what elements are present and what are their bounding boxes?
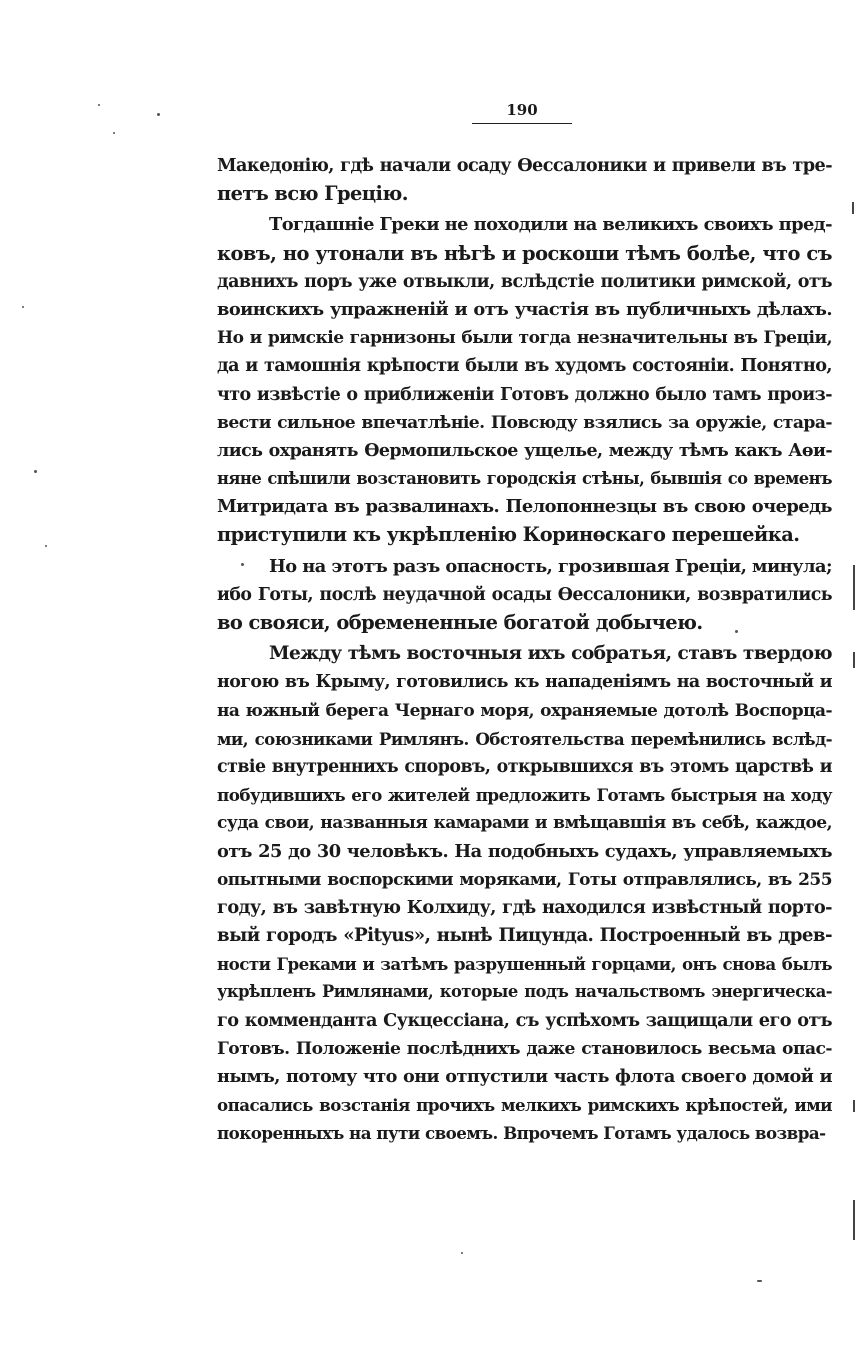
text-line: отъ 25 до 30 человѣкъ. На подобныхъ судахъ, управляемыхъ [217, 840, 832, 862]
scan-edge-mark [853, 565, 855, 610]
scan-speck [22, 306, 24, 308]
text-line: Митридата въ развалинахъ. Пелопоннезцы въ свою очередь [217, 496, 832, 518]
page-number: 190 [506, 101, 538, 119]
page-number-rule [472, 123, 572, 124]
text-line: что извѣстіе о приближеніи Готовъ должно было тамъ произ- [217, 384, 832, 405]
text-line: го коммендантa Сукцессіана, съ успѣхомъ защищали его отъ [217, 1009, 832, 1031]
text-line: укрѣпленъ Римлянами, которые подъ начальствомъ энергическа- [217, 982, 832, 1002]
text-line: во свояси, обремененные богатой добычею. [217, 611, 703, 634]
scan-edge-mark [852, 202, 854, 214]
text-line: воинскихъ упражненій и отъ участія въ публичныхъ дѣлахъ. [217, 298, 832, 320]
scan-speck [34, 470, 37, 473]
scan-edge-mark [853, 1100, 855, 1112]
scan-speck [45, 545, 47, 547]
scan-speck [157, 113, 160, 116]
scan-speck [113, 132, 115, 134]
text-line: ногою въ Крыму, готовились къ нападеніямъ на восточный и [217, 672, 832, 693]
text-line: лись охранять Өермопильское ущелье, между тѣмъ какъ Аөи- [217, 440, 832, 461]
text-line: покоренныхъ на пути своемъ. Впрочемъ Готамъ удалось возвра- [217, 1123, 826, 1144]
body-text [217, 152, 832, 1148]
scan-edge-mark [853, 1200, 855, 1240]
text-line: Готовъ. Положеніе послѣднихъ даже становилось весьма опас- [217, 1038, 832, 1059]
scan-speck [98, 104, 100, 106]
text-line: опасались возстанія прочихъ мелкихъ римскихъ крѣпостей, ими [217, 1095, 832, 1116]
text-line: Между тѣмъ восточныя ихъ собратья, ставъ твердою [269, 643, 832, 665]
text-line: году, въ завѣтную Колхиду, гдѣ находился извѣстный порто- [217, 896, 832, 918]
text-line: ми, союзниками Римлянъ. Обстоятельства перемѣнились вслѣд- [217, 728, 832, 749]
text-line: суда свои, названныя камарами и вмѣщавшія въ себѣ, каждое, [217, 813, 832, 834]
text-line: да и тамошнія крѣпости были въ худомъ состояніи. Понятно, [217, 355, 832, 377]
text-line: вый городъ «Pityus», нынѣ Пицунда. Построенный въ древ- [217, 925, 832, 947]
text-line: опытными воспорскими моряками, Готы отправлялись, въ 255 [217, 869, 832, 890]
text-line: нымъ, потому что они отпустили часть флота своего домой и [217, 1066, 832, 1087]
scan-edge-mark [853, 652, 855, 668]
scan-speck [735, 630, 738, 633]
text-line: ствіе внутреннихъ споровъ, открывшихся въ этомъ царствѣ и [217, 756, 832, 777]
text-line: побудившихъ его жителей предложить Готамъ быстрыя на ходу [217, 785, 832, 806]
text-line: на южный берега Чернаго моря, охраняемые дотолѣ Воспорца- [217, 700, 832, 721]
text-line: Македонію, гдѣ начали осаду Өессалоники и привели въ тре- [217, 155, 832, 176]
text-line: ности Греками и затѣмъ разрушенный горцами, онъ снова былъ [217, 954, 832, 975]
text-line: давнихъ поръ уже отвыкли, вслѣдстіе политики римской, отъ [217, 271, 832, 292]
text-line: ибо Готы, послѣ неудачной осады Өессалоники, возвратились [217, 584, 832, 605]
text-line: Но на этотъ разъ опасность, грозившая Греціи, минула; [269, 555, 832, 577]
text-line: вести сильное впечатлѣніе. Повсюду взялись за оружіе, стара- [217, 412, 832, 433]
scan-speck [241, 563, 244, 566]
text-line: ковъ, но утонали въ нѣгѣ и роскоши тѣмъ болѣе, что съ [217, 241, 832, 265]
text-line: няне спѣшили возстановить городскія стѣны, бывшія со временъ [217, 469, 832, 489]
text-line: Тогдашніе Греки не походили на великихъ своихъ пред- [269, 214, 832, 236]
text-line: приступили къ укрѣпленію Коринөскаго перешейка. [217, 523, 800, 547]
scan-speck [757, 1280, 762, 1282]
text-line: петъ всю Грецію. [217, 182, 408, 206]
text-line: Но и римскіе гарнизоны были тогда незначительны въ Греціи, [217, 328, 832, 349]
scan-speck [461, 1252, 463, 1254]
